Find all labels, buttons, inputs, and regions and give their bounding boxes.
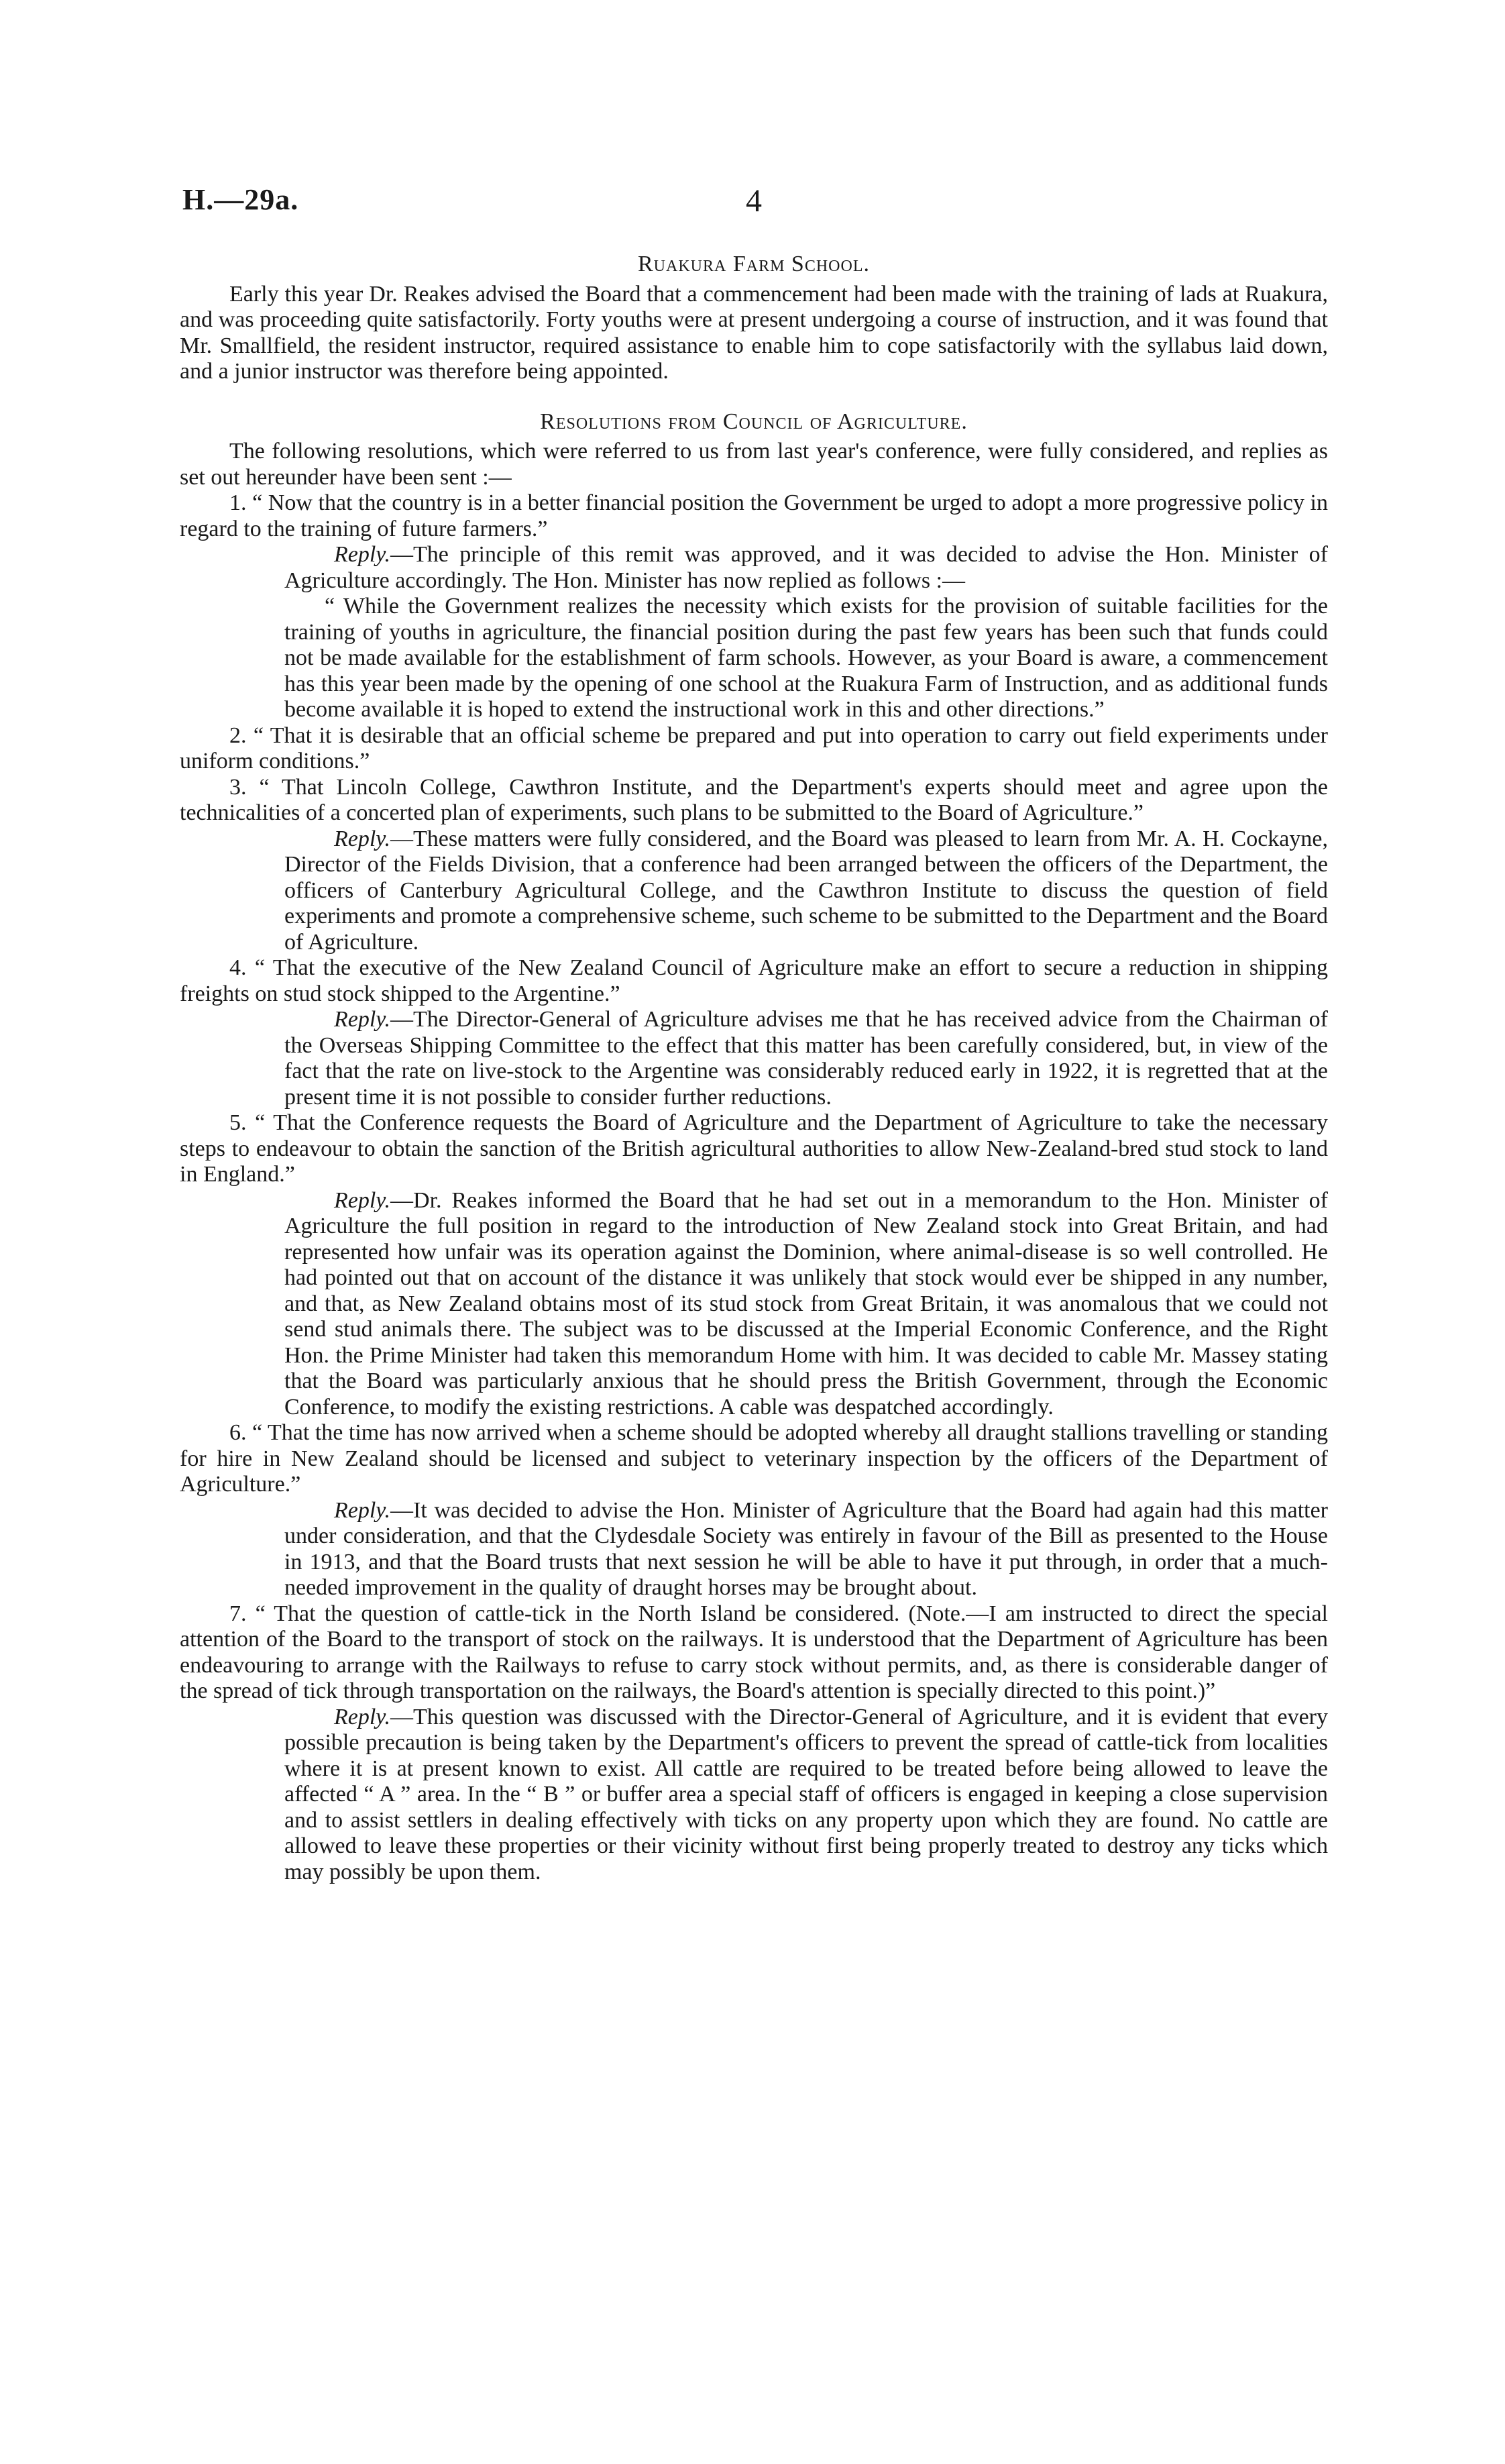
reply-4-text: —The Director-General of Agriculture advises me that he has received advice from the Chairman of the Overseas Shipping Committee to the effect that this matter has been carefully considered, but, in view of the fact that the rate on live-stock to the Argentine was considerably reduced early in 1922, it is regretted that at the present time it is not possible to consider further reductions. bbox=[284, 1007, 1328, 1110]
resolution-6: 6. “ That the time has now arrived when a scheme should be adopted whereby all draught stallions travelling or standing for hire in New Zealand should be licensed and subject to veterinary inspection by the officers of the Department of Agriculture.” bbox=[180, 1420, 1328, 1497]
reply-3 bbox=[284, 826, 1328, 956]
reply-4 bbox=[284, 1007, 1328, 1110]
reply-7 bbox=[284, 1705, 1328, 1886]
page-body bbox=[180, 252, 1328, 1885]
resolution-3: 3. “ That Lincoln College, Cawthron Institute, and the Department's experts should meet and agree upon the technicalities of a concerted plan of experiments, such plans to be submitted to the Board of Agriculture.” bbox=[180, 774, 1328, 825]
resolution-4: 4. “ That the executive of the New Zealand Council of Agriculture make an effort to secure a reduction in shipping freights on stud stock shipped to the Argentine.” bbox=[180, 955, 1328, 1006]
resolution-7: 7. “ That the question of cattle-tick in the North Island be considered. (Note.—I am instructed to direct the special attention of the Board to the transport of stock on the railways. It is understood that the Department of Agriculture has been endeavouring to arrange with the Railways to refuse to carry stock without permits, and, as there is considerable danger of the spread of tick through transportation on the railways, the Board's attention is specially directed to this point.)” bbox=[180, 1601, 1328, 1703]
minister-quote: “ While the Government realizes the necessity which exists for the provision of suitable facilities for the training of youths in agriculture, the financial position during the past few years has been such that funds could not be made available for the establishment of farm schools. However, as your Board is aware, a commencement has this year been made by the opening of one school at the Ruakura Farm of Instruction, and as additional funds become available it is hoped to extend the instructional work in this and other directions.” bbox=[284, 594, 1328, 722]
reply-label: Reply. bbox=[334, 1704, 391, 1729]
section-title-farm-school: Ruakura Farm School. bbox=[637, 252, 870, 276]
page-number: 4 bbox=[746, 183, 762, 219]
reply-label: Reply. bbox=[334, 1187, 391, 1213]
reply-5-text: —Dr. Reakes informed the Board that he had set out in a memorandum to the Hon. Minister of Agriculture the full position in regard to the introduction of New Zealand stock into Great Britain, and had represented how unfair was its operation against the Dominion, where animal-disease is so well controlled. He had pointed out that on account of the distance it was unlikely that stock would ever be shipped in any number, and that, as New Zealand obtains most of its stud stock from Great Britain, it was anomalous that we could not send stud animals there. The subject was to be discussed at the Imperial Economic Conference, and the Right Hon. the Prime Minister had taken this memorandum Home with him. It was decided to cable Mr. Massey stating that the Board was particularly anxious that he should press the British Government, through the Economic Conference, to modify the existing restrictions. A cable was despatched accordingly. bbox=[284, 1187, 1328, 1420]
farm-school-paragraph: Early this year Dr. Reakes advised the Board that a commencement had been made with the training of lads at Ruakura, and was proceeding quite satisfactorily. Forty youths were at present undergoing a course of instruction, and it was found that Mr. Smallfield, the resident instructor, required assistance to enable him to cope satisfactorily with the syllabus laid down, and a junior instructor was therefore being appointed. bbox=[180, 281, 1328, 384]
reply-6 bbox=[284, 1498, 1328, 1601]
resolution-1: 1. “ Now that the country is in a better financial position the Government be urged to adopt a more progressive policy in regard to the training of future farmers.” bbox=[180, 490, 1328, 541]
page-header bbox=[182, 182, 1323, 229]
reply-label: Reply. bbox=[334, 1497, 391, 1523]
reply-7-text: —This question was discussed with the Director-General of Agriculture, and it is evident that every possible precaution is being taken by the Department's officers to prevent the spread of cattle-tick from localities where it is at present known to exist. All cattle are required to be treated before being allowed to leave the affected “ A ” area. In the “ B ” or buffer area a special staff of officers is engaged in keeping a close supervision and to assist settlers in dealing effectively with ticks on any property upon which they are found. No cattle are allowed to leave these properties or their vicinity without first being properly treated to destroy any ticks which may possibly be upon them. bbox=[284, 1704, 1328, 1884]
resolution-2: 2. “ That it is desirable that an official scheme be prepared and put into operation to carry out field experiments under uniform conditions.” bbox=[180, 722, 1328, 773]
reply-1 bbox=[284, 542, 1328, 594]
resolution-5: 5. “ That the Conference requests the Board of Agriculture and the Department of Agriculture to take the necessary steps to endeavour to obtain the sanction of the British agricultural authorities to allow New-Zealand-bred stud stock to land in England.” bbox=[180, 1110, 1328, 1187]
reply-6-text: —It was decided to advise the Hon. Minister of Agriculture that the Board had again had this matter under consideration, and that the Clydesdale Society was entirely in favour of the Bill as presented to the House in 1913, and that the Board trusts that next session he will be able to have it put through, in order that a much-needed improvement in the quality of draught horses may be brought about. bbox=[284, 1497, 1328, 1600]
reply-label: Reply. bbox=[334, 1007, 391, 1032]
document-reference: H.—29a. bbox=[182, 183, 299, 216]
reply-1-text: —The principle of this remit was approved, and it was decided to advise the Hon. Minister of Agriculture accordingly. The Hon. Minister has now replied as follows :— bbox=[284, 542, 1328, 593]
reply-label: Reply. bbox=[334, 542, 391, 567]
resolutions-intro: The following resolutions, which were referred to us from last year's conference, were fully considered, and replies as set out hereunder have been sent :— bbox=[180, 439, 1328, 490]
reply-label: Reply. bbox=[334, 826, 391, 851]
section-title-resolutions: Resolutions from Council of Agriculture. bbox=[540, 409, 968, 434]
reply-5 bbox=[284, 1188, 1328, 1421]
reply-3-text: —These matters were fully considered, and the Board was pleased to learn from Mr. A. H. Cockayne, Director of the Fields Division, that a conference had been arranged between the officers of the Department, the officers of Canterbury Agricultural College, and the Cawthron Institute to discuss the question of field experiments and promote a comprehensive scheme, such scheme to be submitted to the Department and the Board of Agriculture. bbox=[284, 826, 1328, 955]
